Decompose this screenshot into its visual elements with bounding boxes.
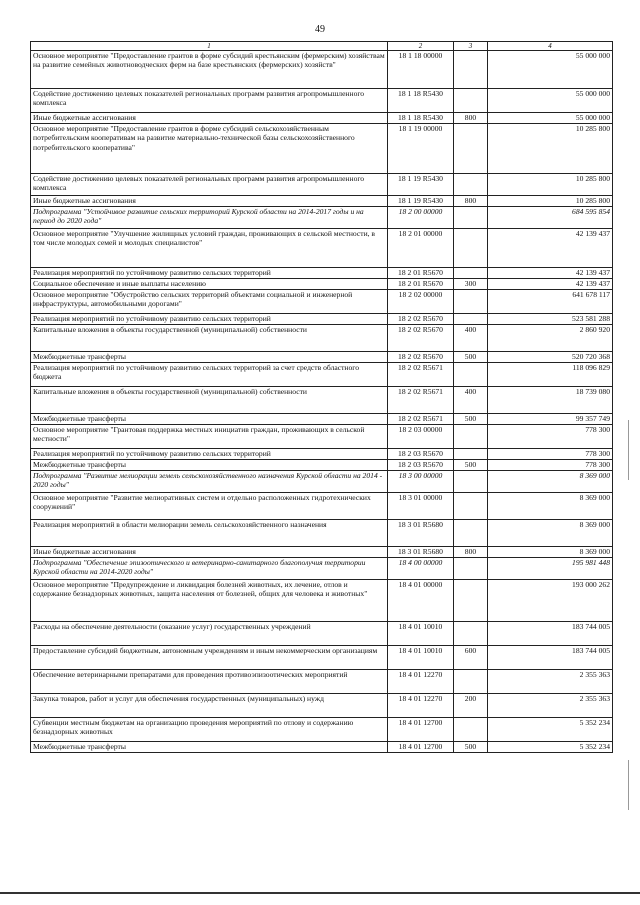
table-row (31, 718, 613, 742)
table-row (31, 449, 613, 460)
row-expense-type (454, 670, 488, 694)
table-row (31, 290, 613, 314)
row-code: 18 2 02 R5670 (388, 325, 454, 352)
row-name: Реализация мероприятий по устойчивому развитию сельских территорий (31, 314, 388, 325)
row-code: 18 2 01 R5670 (388, 268, 454, 279)
row-name: Подпрограмма "Обеспечение эпизоотического и ветеринарно-санитарного благополучия территории Курской области на 2014-2020 годы" (31, 558, 388, 580)
row-code: 18 4 01 12270 (388, 670, 454, 694)
row-expense-type (454, 558, 488, 580)
row-code: 18 2 03 R5670 (388, 449, 454, 460)
row-code: 18 4 01 12700 (388, 742, 454, 753)
row-code: 18 1 18 R5430 (388, 113, 454, 124)
table-row (31, 268, 613, 279)
row-name: Субвенции местным бюджетам на организацию проведения мероприятий по отлову и содержанию безнадзорных животных (31, 718, 388, 742)
row-code: 18 1 18 00000 (388, 51, 454, 89)
row-expense-type (454, 290, 488, 314)
row-name: Капитальные вложения в объекты государственной (муниципальной) собственности (31, 387, 388, 414)
table-row (31, 622, 613, 646)
row-name: Основное мероприятие "Грантовая поддержка местных инициатив граждан, проживающих в сельской местности" (31, 425, 388, 449)
row-expense-type: 500 (454, 460, 488, 471)
row-amount: 520 720 368 (488, 352, 613, 363)
row-name: Межбюджетные трансферты (31, 742, 388, 753)
row-name: Реализация мероприятий по устойчивому развитию сельских территорий за счет средств областного бюджета (31, 363, 388, 387)
row-expense-type: 300 (454, 279, 488, 290)
row-name: Социальное обеспечение и иные выплаты населению (31, 279, 388, 290)
row-amount: 42 139 437 (488, 268, 613, 279)
row-amount: 684 595 854 (488, 207, 613, 229)
row-code: 18 2 02 R5671 (388, 387, 454, 414)
table-row (31, 207, 613, 229)
row-expense-type: 400 (454, 325, 488, 352)
table-row (31, 387, 613, 414)
row-code: 18 1 19 R5430 (388, 196, 454, 207)
row-expense-type: 500 (454, 414, 488, 425)
row-code: 18 2 03 R5670 (388, 460, 454, 471)
row-code: 18 2 02 R5670 (388, 314, 454, 325)
row-expense-type (454, 520, 488, 547)
row-name: Капитальные вложения в объекты государственной (муниципальной) собственности (31, 325, 388, 352)
table-row (31, 460, 613, 471)
row-amount: 778 300 (488, 460, 613, 471)
row-amount: 8 369 000 (488, 493, 613, 520)
table-row (31, 363, 613, 387)
row-amount: 523 581 288 (488, 314, 613, 325)
row-amount: 5 352 234 (488, 718, 613, 742)
table-row (31, 471, 613, 493)
row-code: 18 4 01 12270 (388, 694, 454, 718)
row-name: Расходы на обеспечение деятельности (оказание услуг) государственных учреждений (31, 622, 388, 646)
row-code: 18 1 19 R5430 (388, 174, 454, 196)
row-name: Межбюджетные трансферты (31, 414, 388, 425)
row-amount: 55 000 000 (488, 89, 613, 113)
table-row (31, 174, 613, 196)
row-name: Иные бюджетные ассигнования (31, 196, 388, 207)
row-amount: 5 352 234 (488, 742, 613, 753)
table-row (31, 414, 613, 425)
table-row (31, 646, 613, 670)
budget-table (30, 41, 613, 753)
row-expense-type (454, 363, 488, 387)
row-code: 18 2 02 R5670 (388, 352, 454, 363)
row-amount: 183 744 005 (488, 622, 613, 646)
row-expense-type: 800 (454, 196, 488, 207)
row-name: Межбюджетные трансферты (31, 460, 388, 471)
row-amount: 2 355 363 (488, 694, 613, 718)
column-header-expense-type: 3 (454, 42, 488, 51)
row-expense-type: 800 (454, 113, 488, 124)
table-row (31, 51, 613, 89)
row-expense-type (454, 314, 488, 325)
row-code: 18 4 01 00000 (388, 580, 454, 622)
row-name: Иные бюджетные ассигнования (31, 547, 388, 558)
table-row (31, 124, 613, 174)
table-row (31, 314, 613, 325)
table-row (31, 493, 613, 520)
row-name: Обеспечение ветеринарными препаратами для проведения противоэпизоотических мероприятий (31, 670, 388, 694)
row-name: Подпрограмма "Развитие мелиорации земель сельскохозяйственного назначения Курской области на 2014 - 2020 годы" (31, 471, 388, 493)
row-amount: 2 355 363 (488, 670, 613, 694)
column-header-amount: 4 (488, 42, 613, 51)
column-header-name: 1 (31, 42, 388, 51)
row-name: Подпрограмма "Устойчивое развитие сельских территорий Курской области на 2014-2017 годы и на период до 2020 года" (31, 207, 388, 229)
row-expense-type: 800 (454, 547, 488, 558)
row-code: 18 2 00 00000 (388, 207, 454, 229)
row-amount: 42 139 437 (488, 279, 613, 290)
row-name: Содействие достижению целевых показателей региональных программ развития агропромышленного комплекса (31, 89, 388, 113)
row-amount: 18 739 080 (488, 387, 613, 414)
row-amount: 99 357 749 (488, 414, 613, 425)
row-expense-type (454, 124, 488, 174)
row-expense-type (454, 51, 488, 89)
row-code: 18 4 01 10010 (388, 646, 454, 670)
row-expense-type (454, 89, 488, 113)
row-amount: 10 285 800 (488, 124, 613, 174)
row-name: Реализация мероприятий в области мелиорации земель сельскохозяйственного назначения (31, 520, 388, 547)
scan-edge-mark (628, 420, 629, 480)
row-code: 18 3 01 R5680 (388, 520, 454, 547)
table-row (31, 742, 613, 753)
row-amount: 8 369 000 (488, 547, 613, 558)
row-name: Реализация мероприятий по устойчивому развитию сельских территорий (31, 268, 388, 279)
row-amount: 2 860 920 (488, 325, 613, 352)
table-row (31, 425, 613, 449)
scan-edge-mark (628, 760, 629, 810)
row-name: Закупка товаров, работ и услуг для обеспечения государственных (муниципальных) нужд (31, 694, 388, 718)
table-row (31, 229, 613, 268)
table-row (31, 694, 613, 718)
row-expense-type: 400 (454, 387, 488, 414)
row-amount: 55 000 000 (488, 113, 613, 124)
table-row (31, 196, 613, 207)
row-name: Основное мероприятие "Улучшение жилищных условий граждан, проживающих в сельской местности, в том числе молодых семей и молодых специалистов" (31, 229, 388, 268)
row-amount: 10 285 800 (488, 196, 613, 207)
row-amount: 195 981 448 (488, 558, 613, 580)
table-row (31, 670, 613, 694)
table-row (31, 547, 613, 558)
table-row (31, 520, 613, 547)
row-expense-type: 500 (454, 742, 488, 753)
row-code: 18 2 01 R5670 (388, 279, 454, 290)
row-code: 18 2 01 00000 (388, 229, 454, 268)
row-name: Предоставление субсидий бюджетным, автономным учреждениям и иным некоммерческим организациям (31, 646, 388, 670)
table-body (31, 51, 613, 753)
scan-bottom-line (0, 892, 640, 894)
row-name: Основное мероприятие "Предупреждение и ликвидация болезней животных, их лечение, отлов и содержание безнадзорных животных, защита населения от болезней, общих для человека и животных" (31, 580, 388, 622)
row-expense-type (454, 174, 488, 196)
row-amount: 10 285 800 (488, 174, 613, 196)
row-code: 18 3 01 00000 (388, 493, 454, 520)
row-amount: 118 096 829 (488, 363, 613, 387)
row-name: Иные бюджетные ассигнования (31, 113, 388, 124)
table-row (31, 325, 613, 352)
header-row (31, 42, 613, 51)
table-row (31, 279, 613, 290)
row-expense-type (454, 493, 488, 520)
column-header-code: 2 (388, 42, 454, 51)
row-code: 18 2 02 R5671 (388, 414, 454, 425)
table-row (31, 113, 613, 124)
row-amount: 8 369 000 (488, 520, 613, 547)
row-expense-type: 600 (454, 646, 488, 670)
row-amount: 641 678 117 (488, 290, 613, 314)
table-row (31, 580, 613, 622)
row-code: 18 2 02 R5671 (388, 363, 454, 387)
row-amount: 183 744 005 (488, 646, 613, 670)
row-expense-type: 500 (454, 352, 488, 363)
row-code: 18 2 03 00000 (388, 425, 454, 449)
table-row (31, 558, 613, 580)
row-amount: 42 139 437 (488, 229, 613, 268)
row-code: 18 3 00 00000 (388, 471, 454, 493)
row-expense-type (454, 229, 488, 268)
row-amount: 8 369 000 (488, 471, 613, 493)
row-amount: 55 000 000 (488, 51, 613, 89)
row-name: Основное мероприятие "Развитие мелиоративных систем и отдельно расположенных гидротехнических сооружений" (31, 493, 388, 520)
row-name: Основное мероприятие "Обустройство сельских территорий объектами социальной и инженерной инфраструктуры, автомобильными дорогами" (31, 290, 388, 314)
row-name: Содействие достижению целевых показателей региональных программ развития агропромышленного комплекса (31, 174, 388, 196)
row-name: Межбюджетные трансферты (31, 352, 388, 363)
row-expense-type (454, 268, 488, 279)
row-name: Основное мероприятие "Предоставление грантов в форме субсидий сельскохозяйственным потребительским кооперативам на развитие материально-технической базы сельскохозяйственного потребительского кооператива" (31, 124, 388, 174)
row-expense-type (454, 207, 488, 229)
row-code: 18 4 01 10010 (388, 622, 454, 646)
row-code: 18 1 18 R5430 (388, 89, 454, 113)
row-expense-type (454, 471, 488, 493)
row-amount: 778 300 (488, 425, 613, 449)
row-code: 18 1 19 00000 (388, 124, 454, 174)
row-code: 18 3 01 R5680 (388, 547, 454, 558)
row-expense-type (454, 449, 488, 460)
row-expense-type (454, 718, 488, 742)
row-amount: 193 000 262 (488, 580, 613, 622)
row-code: 18 2 02 00000 (388, 290, 454, 314)
row-name: Основное мероприятие "Предоставление грантов в форме субсидий крестьянским (фермерским) хозяйствам на развитие семейных животноводческих ферм на базе крестьянских (фермерских) хозяйств" (31, 51, 388, 89)
row-name: Реализация мероприятий по устойчивому развитию сельских территорий (31, 449, 388, 460)
row-expense-type (454, 425, 488, 449)
row-code: 18 4 00 00000 (388, 558, 454, 580)
row-amount: 778 300 (488, 449, 613, 460)
row-code: 18 4 01 12700 (388, 718, 454, 742)
row-expense-type: 200 (454, 694, 488, 718)
table-row (31, 89, 613, 113)
row-expense-type (454, 622, 488, 646)
table-row (31, 352, 613, 363)
row-expense-type (454, 580, 488, 622)
page-number: 49 (315, 24, 325, 35)
